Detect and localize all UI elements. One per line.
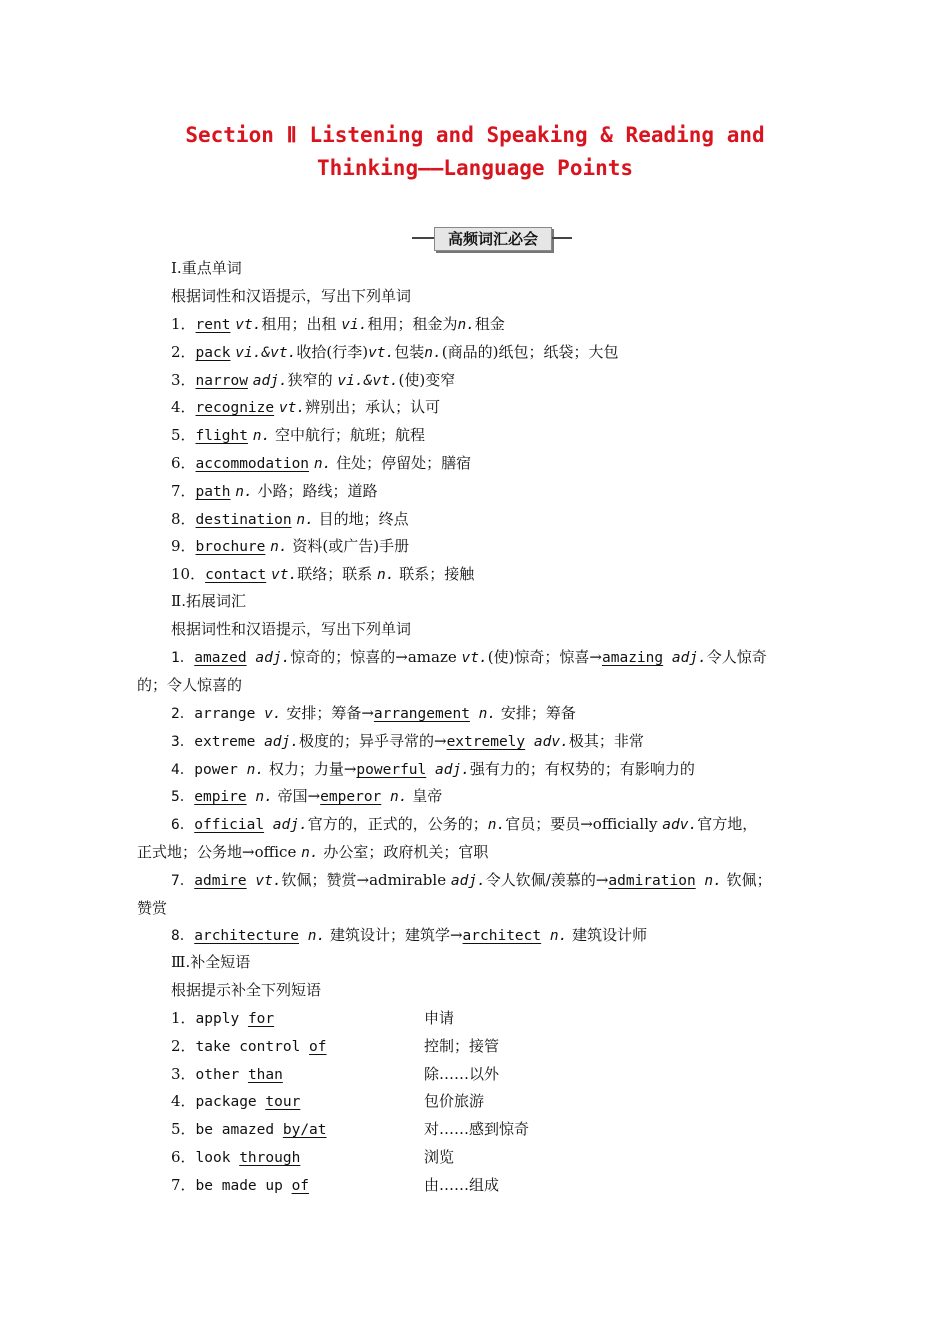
- section3-instruction: 根据提示补全下列短语: [171, 981, 322, 999]
- meaning-text: (使)变窄: [398, 370, 456, 389]
- meaning-text: 租金: [474, 315, 505, 333]
- item-lead: 4．power: [171, 762, 247, 778]
- derivation-item: [171, 786, 442, 807]
- vocab-item: [171, 509, 409, 530]
- item-number: 4．: [171, 398, 196, 417]
- phrase-item: [171, 1036, 327, 1057]
- phrase-text: be made up: [195, 1177, 292, 1194]
- answer-word: flight: [195, 428, 248, 445]
- vocab-item: [171, 425, 425, 446]
- meaning-text: (商品的)纸包；纸袋；大包: [441, 342, 619, 361]
- meaning-text: 安排；筹备: [496, 704, 576, 722]
- meaning-text: 极其；非常: [568, 732, 644, 750]
- meaning-text: 的；令人惊喜的: [137, 676, 243, 694]
- part-of-speech: n.: [235, 483, 253, 500]
- meaning-text: 官员；要员→officially: [505, 815, 663, 833]
- part-of-speech: vt.: [246, 873, 282, 889]
- meaning-text: 租用；出租: [261, 315, 342, 333]
- phrase-item: [171, 1147, 300, 1168]
- meaning-text: (使)惊奇；惊喜→: [487, 648, 602, 666]
- item-lead: 1．: [171, 650, 195, 666]
- item-lead: 5．: [171, 789, 195, 805]
- section2-heading: Ⅱ.拓展词汇: [171, 592, 246, 610]
- answer-word: arrangement: [373, 706, 470, 722]
- section2-instruction: 根据词性和汉语提示，写出下列单词: [171, 620, 412, 638]
- phrase-text: take control: [195, 1038, 310, 1055]
- derivation-item: [171, 870, 772, 891]
- part-of-speech: vt.: [235, 317, 262, 333]
- phrase-meaning: 浏览: [424, 1148, 455, 1166]
- answer-word: admire: [194, 873, 247, 889]
- part-of-speech: n.: [376, 567, 395, 584]
- badge-line-right: [552, 237, 572, 239]
- meaning-text: 安排；筹备→: [281, 704, 374, 722]
- answer-word: of: [291, 1177, 310, 1194]
- part-of-speech: n.: [541, 928, 568, 944]
- badge-label: 高频词汇必会: [434, 227, 552, 251]
- meaning-text: 收拾(行李): [296, 342, 369, 361]
- phrase-text: other: [195, 1066, 248, 1083]
- section3-heading: Ⅲ.补全短语: [171, 953, 251, 971]
- part-of-speech: vt.: [368, 344, 395, 361]
- phrase-text: package: [195, 1094, 266, 1111]
- derivation-item: [171, 814, 757, 835]
- meaning-text: 官方的，正式的，公务的；: [307, 815, 488, 833]
- meaning-text: 狭窄的: [287, 370, 338, 389]
- answer-word: narrow: [195, 372, 248, 389]
- answer-word: empire: [194, 789, 247, 805]
- meaning-text: 钦佩；赞赏→admirable: [281, 871, 451, 889]
- derivation-item: [171, 759, 695, 780]
- part-of-speech: adj.: [246, 650, 291, 666]
- item-number: 1．: [171, 1009, 196, 1027]
- meaning-text: 资料(或广告)手册: [287, 537, 410, 556]
- derivation-item: [171, 925, 647, 946]
- part-of-speech: n.: [313, 456, 332, 472]
- vocab-item: [171, 453, 471, 474]
- vocab-item: [171, 481, 378, 502]
- part-of-speech: adj.: [426, 762, 470, 778]
- meaning-text: 强有力的；有权势的；有影响力的: [469, 760, 695, 778]
- item-lead: 2．arrange: [171, 706, 265, 722]
- part-of-speech: adj.: [663, 650, 707, 666]
- item-lead: 7．: [171, 873, 195, 889]
- answer-word: emperor: [320, 789, 382, 805]
- vocab-item: [171, 536, 409, 557]
- part-of-speech: vt.: [270, 567, 298, 584]
- phrase-item: [171, 1064, 283, 1085]
- answer-word: architect: [462, 928, 542, 944]
- answer-word: powerful: [356, 762, 427, 778]
- meaning-text: 钦佩；: [721, 871, 772, 889]
- phrase-meaning: 控制；接管: [424, 1036, 500, 1055]
- answer-word: tour: [265, 1094, 301, 1111]
- part-of-speech: n.: [246, 762, 265, 778]
- part-of-speech: vi.&vt.: [235, 344, 297, 361]
- meaning-text: 赞赏: [137, 899, 168, 917]
- item-lead: 8．: [171, 928, 195, 944]
- item-number: 6．: [171, 454, 196, 472]
- phrase-text: be amazed: [195, 1122, 283, 1139]
- meaning-text: 惊奇的；惊喜的→amaze: [290, 648, 462, 666]
- item-number: 8．: [171, 509, 196, 528]
- phrase-text: look: [195, 1150, 240, 1166]
- answer-word: pack: [195, 344, 231, 361]
- part-of-speech: n.: [252, 428, 271, 445]
- meaning-text: 极度的；异乎寻常的→: [299, 732, 447, 750]
- meaning-text: 联络；联系: [297, 565, 377, 584]
- section1-instruction: 根据词性和汉语提示，写出下列单词: [171, 287, 412, 305]
- meaning-text: 正式地；公务地→office: [137, 843, 302, 861]
- part-of-speech: adv.: [662, 817, 698, 833]
- answer-word: by/at: [282, 1122, 327, 1139]
- answer-word: architecture: [194, 928, 299, 944]
- answer-word: path: [195, 483, 231, 500]
- item-lead: 3．extreme: [171, 734, 265, 750]
- part-of-speech: n.: [381, 789, 408, 805]
- item-number: 7．: [171, 481, 196, 500]
- meaning-text: 令人钦佩/羡慕的→: [485, 871, 609, 889]
- answer-word: of: [309, 1038, 327, 1055]
- phrase-text: apply: [195, 1011, 248, 1027]
- part-of-speech: n.: [301, 845, 319, 861]
- answer-word: rent: [195, 317, 231, 333]
- part-of-speech: vt.: [461, 650, 488, 666]
- meaning-text: 皇帝: [407, 787, 443, 805]
- phrase-meaning: 包价旅游: [424, 1092, 485, 1111]
- vocab-item: [171, 370, 455, 391]
- derivation-item-wrap: [137, 675, 242, 695]
- answer-word: admiration: [608, 873, 696, 889]
- derivation-item: [171, 647, 767, 668]
- meaning-text: 空中航行；航班；航程: [270, 426, 425, 445]
- part-of-speech: n.: [299, 928, 326, 944]
- part-of-speech: n.: [296, 511, 314, 528]
- phrase-item: [171, 1175, 309, 1196]
- derivation-item-wrap: [137, 842, 488, 863]
- part-of-speech: adj.: [252, 372, 288, 389]
- section-badge: [412, 226, 572, 250]
- meaning-text: 租用；租金为: [367, 315, 458, 333]
- vocab-item: [171, 564, 474, 585]
- item-number: 10．: [171, 565, 206, 584]
- part-of-speech: adj.: [264, 817, 308, 833]
- phrase-item: [171, 1119, 327, 1140]
- answer-word: accommodation: [195, 456, 310, 472]
- meaning-text: 官方地，: [697, 815, 758, 833]
- page-title-line1: Section Ⅱ Listening and Speaking & Reading and: [185, 123, 765, 147]
- part-of-speech: n.: [457, 317, 475, 333]
- page-title-line2: Thinking——Language Points: [316, 156, 634, 180]
- item-number: 7．: [171, 1175, 196, 1194]
- answer-word: through: [239, 1150, 301, 1166]
- meaning-text: 包装: [394, 342, 425, 361]
- part-of-speech: adv.: [525, 734, 569, 750]
- item-number: 9．: [171, 537, 196, 556]
- part-of-speech: n.: [424, 344, 442, 361]
- item-number: 4．: [171, 1092, 196, 1111]
- phrase-meaning: 对……感到惊奇: [424, 1120, 530, 1139]
- meaning-text: 权力；力量→: [264, 760, 357, 778]
- phrase-item: [171, 1008, 274, 1029]
- answer-word: brochure: [195, 539, 266, 556]
- item-number: 5．: [171, 426, 196, 445]
- meaning-text: 目的地；终点: [313, 509, 409, 528]
- answer-word: contact: [205, 567, 267, 584]
- phrase-item: [171, 1091, 300, 1112]
- answer-word: destination: [195, 511, 292, 528]
- answer-word: extremely: [446, 734, 526, 750]
- derivation-item-wrap: [137, 898, 167, 918]
- meaning-text: 住处；停留处；膳宿: [331, 454, 472, 472]
- part-of-speech: n.: [487, 817, 506, 833]
- part-of-speech: n.: [246, 789, 273, 805]
- answer-word: recognize: [195, 400, 275, 417]
- answer-word: for: [247, 1011, 275, 1027]
- part-of-speech: vt.: [278, 400, 306, 417]
- part-of-speech: adj.: [450, 873, 486, 889]
- meaning-text: 小路；路线；道路: [252, 481, 378, 500]
- item-number: 5．: [171, 1120, 196, 1139]
- phrase-meaning: 除……以外: [424, 1064, 500, 1083]
- part-of-speech: n.: [270, 539, 288, 556]
- meaning-text: 建筑设计；建筑学→: [325, 926, 463, 944]
- meaning-text: 建筑设计师: [567, 926, 648, 944]
- meaning-text: 联系；接触: [394, 565, 475, 584]
- answer-word: amazed: [194, 650, 247, 666]
- derivation-item: [171, 703, 576, 724]
- part-of-speech: adj.: [264, 734, 299, 750]
- derivation-item: [171, 731, 644, 752]
- vocab-item: [171, 397, 440, 418]
- item-lead: 6．: [171, 817, 195, 833]
- item-number: 2．: [171, 342, 196, 361]
- answer-word: amazing: [602, 650, 664, 666]
- item-number: 2．: [171, 1036, 196, 1055]
- meaning-text: 辨别出；承认；认可: [305, 398, 441, 417]
- item-number: 6．: [171, 1148, 196, 1166]
- meaning-text: 令人惊奇: [706, 648, 767, 666]
- part-of-speech: vi.: [341, 317, 368, 333]
- phrase-meaning: 由……组成: [424, 1175, 500, 1194]
- vocab-item: [171, 342, 618, 363]
- badge-line-left: [412, 237, 434, 239]
- part-of-speech: n.: [695, 873, 722, 889]
- meaning-text: 帝国→: [272, 787, 321, 805]
- phrase-meaning: 申请: [424, 1009, 455, 1027]
- part-of-speech: n.: [469, 706, 497, 722]
- part-of-speech: v.: [264, 706, 282, 722]
- vocab-item: [171, 314, 505, 335]
- item-number: 3．: [171, 1064, 196, 1083]
- meaning-text: 办公室；政府机关；官职: [318, 843, 489, 861]
- answer-word: official: [194, 817, 265, 833]
- part-of-speech: vi.&vt.: [337, 372, 399, 389]
- section1-heading: Ⅰ.重点单词: [171, 259, 242, 277]
- item-number: 3．: [171, 370, 196, 389]
- item-number: 1．: [171, 315, 196, 333]
- answer-word: than: [247, 1066, 283, 1083]
